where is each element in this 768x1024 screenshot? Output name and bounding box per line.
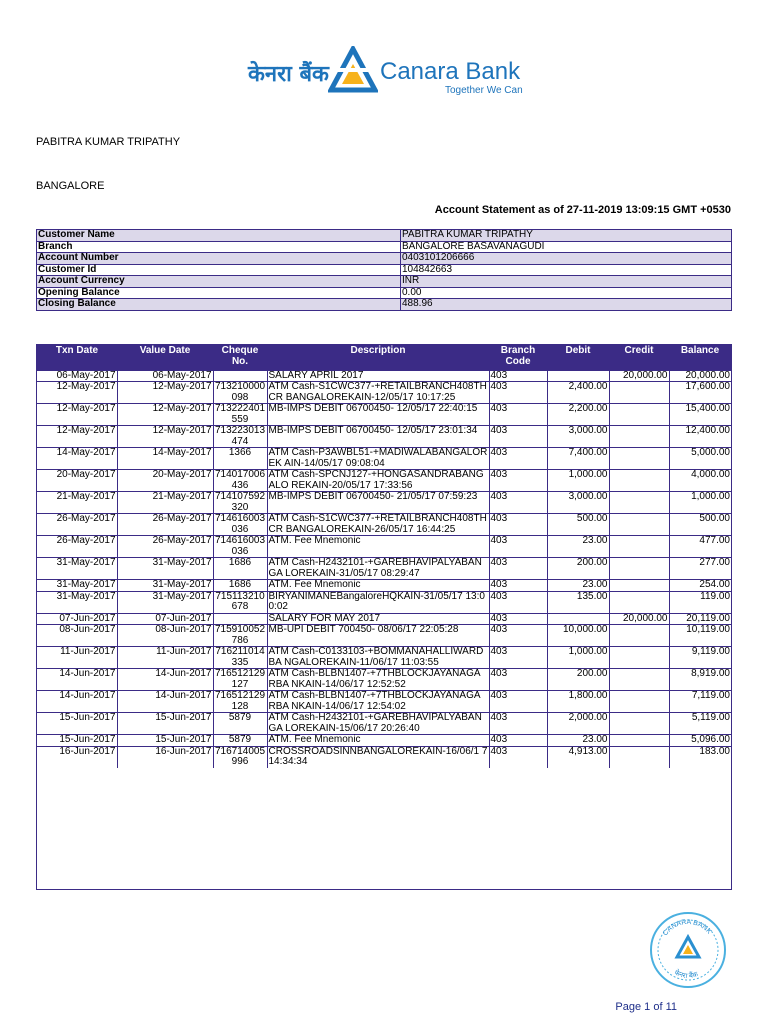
credit-cell: [609, 591, 669, 613]
table-row: [37, 470, 731, 492]
debit-cell: 3,000.00: [547, 426, 609, 448]
description-cell: MB-UPI DEBIT 700450- 08/06/17 22:05:28: [267, 625, 489, 647]
cheque-cell: 713210000 098: [214, 381, 266, 403]
account-info-label: Customer Id: [37, 264, 401, 276]
table-row: [37, 448, 731, 470]
account-info-row: [37, 276, 732, 288]
credit-cell: [609, 536, 669, 558]
credit-cell: [609, 470, 669, 492]
debit-cell: 1,000.00: [547, 647, 609, 669]
branch-code-cell: 403: [489, 746, 547, 768]
cheque-cell: 716714005 996: [214, 745, 266, 767]
cheque-cell: 715910052 786: [214, 624, 266, 646]
cheque-cell: 714017006 436: [214, 469, 266, 491]
cheque-cell: 714616003 036: [214, 513, 266, 535]
txn-date-cell: 26-May-2017: [37, 536, 117, 558]
balance-cell: 10,119.00: [669, 625, 731, 647]
credit-cell: [609, 746, 669, 768]
branch-code-cell: 403: [489, 404, 547, 426]
cheque-cell: 716512129 127: [214, 668, 266, 690]
account-info-label: Opening Balance: [37, 287, 401, 299]
table-row: [37, 492, 731, 514]
svg-text:केनरा बैंक: [673, 967, 700, 980]
canara-triangle-icon: [328, 46, 378, 94]
balance-cell: 9,119.00: [669, 647, 731, 669]
description-cell: ATM Cash-H2432101-+GAREBHAVIPALYABANGA LOREKAIN-15/06/17 20:26:40: [267, 713, 489, 735]
balance-cell: 20,000.00: [669, 370, 731, 382]
branch-code-cell: 403: [489, 647, 547, 669]
account-info-table: [36, 229, 732, 311]
table-row: [37, 691, 731, 713]
description-cell: ATM Cash-S1CWC377-+RETAILBRANCH408THCR BANGALOREKAIN-12/05/17 10:17:25: [267, 382, 489, 404]
account-info-value: INR: [401, 276, 732, 288]
account-info-row: [37, 264, 732, 276]
description-cell: ATM Cash-BLBN1407-+7THBLOCKJAYANAGARBA NKAIN-14/06/17 12:52:52: [267, 669, 489, 691]
debit-cell: [547, 613, 609, 625]
transactions-table: [37, 344, 731, 768]
branch-code-cell: 403: [489, 580, 547, 592]
txn-date-cell: 12-May-2017: [37, 404, 117, 426]
cheque-cell: [213, 613, 267, 625]
cheque-cell: 716512129 128: [214, 690, 266, 712]
description-cell: ATM Cash-S1CWC377-+RETAILBRANCH408THCR BANGALOREKAIN-26/05/17 16:44:25: [267, 514, 489, 536]
balance-cell: 17,600.00: [669, 382, 731, 404]
account-info-row: [37, 241, 732, 253]
value-date-cell: 26-May-2017: [117, 536, 213, 558]
cheque-cell: 1686: [213, 580, 267, 592]
cheque-cell: [213, 370, 267, 382]
debit-cell: 10,000.00: [547, 625, 609, 647]
branch-code-cell: 403: [489, 613, 547, 625]
table-row: [37, 669, 731, 691]
balance-cell: 8,919.00: [669, 669, 731, 691]
cheque-cell: 714107592 320: [214, 491, 266, 513]
account-info-value: 488.96: [401, 299, 732, 311]
credit-cell: [609, 735, 669, 747]
bank-tagline: Together We Can: [445, 85, 523, 96]
column-header: Credit: [609, 344, 669, 370]
description-cell: MB-IMPS DEBIT 06700450- 12/05/17 22:40:15: [267, 404, 489, 426]
table-row: [37, 514, 731, 536]
transactions-header-row: [37, 344, 731, 370]
branch-code-cell: 403: [489, 691, 547, 713]
value-date-cell: 12-May-2017: [117, 404, 213, 426]
credit-cell: [609, 647, 669, 669]
debit-cell: 23.00: [547, 536, 609, 558]
debit-cell: 2,400.00: [547, 382, 609, 404]
debit-cell: 4,913.00: [547, 746, 609, 768]
credit-cell: [609, 691, 669, 713]
description-cell: BIRYANIMANEBangaloreHQKAIN-31/05/17 13:00:02: [267, 591, 489, 613]
txn-date-cell: 08-Jun-2017: [37, 625, 117, 647]
description-cell: MB-IMPS DEBIT 06700450- 12/05/17 23:01:34: [267, 426, 489, 448]
account-info-row: [37, 230, 732, 242]
value-date-cell: 07-Jun-2017: [117, 613, 213, 625]
balance-cell: 5,000.00: [669, 448, 731, 470]
txn-date-cell: 26-May-2017: [37, 514, 117, 536]
table-row: [37, 613, 731, 625]
column-header: Branch Code: [489, 344, 547, 370]
account-info-value: PABITRA KUMAR TRIPATHY: [401, 230, 732, 242]
txn-date-cell: 12-May-2017: [37, 382, 117, 404]
description-cell: ATM Cash-C0133103-+BOMMANAHALLIWARDBA NGALOREKAIN-11/06/17 11:03:55: [267, 647, 489, 669]
account-info-label: Account Currency: [37, 276, 401, 288]
table-row: [37, 735, 731, 747]
debit-cell: 23.00: [547, 580, 609, 592]
description-cell: ATM Cash-SPCNJ127-+HONGASANDRABANGALO REKAIN-20/05/17 17:33:56: [267, 470, 489, 492]
value-date-cell: 31-May-2017: [117, 580, 213, 592]
description-cell: MB-IMPS DEBIT 06700450- 21/05/17 07:59:23: [267, 492, 489, 514]
credit-cell: [609, 713, 669, 735]
value-date-cell: 31-May-2017: [117, 558, 213, 580]
canara-bank-logo: [244, 40, 544, 100]
description-cell: ATM. Fee Mnemonic: [267, 580, 489, 592]
balance-cell: 7,119.00: [669, 691, 731, 713]
customer-name-line: PABITRA KUMAR TRIPATHY: [36, 136, 181, 148]
value-date-cell: 14-Jun-2017: [117, 669, 213, 691]
balance-cell: 5,096.00: [669, 735, 731, 747]
value-date-cell: 16-Jun-2017: [117, 746, 213, 768]
bank-hindi-name: केनरा बैंक: [248, 62, 329, 87]
debit-cell: 2,000.00: [547, 713, 609, 735]
balance-cell: 12,400.00: [669, 426, 731, 448]
credit-cell: 20,000.00: [609, 370, 669, 382]
description-cell: SALARY FOR MAY 2017: [267, 613, 489, 625]
value-date-cell: 14-May-2017: [117, 448, 213, 470]
branch-code-cell: 403: [489, 591, 547, 613]
table-row: [37, 536, 731, 558]
balance-cell: 254.00: [669, 580, 731, 592]
svg-text:CANARA BANK: [662, 919, 713, 937]
value-date-cell: 12-May-2017: [117, 426, 213, 448]
description-cell: ATM Cash-H2432101-+GAREBHAVIPALYABANGA LOREKAIN-31/05/17 08:29:47: [267, 558, 489, 580]
debit-cell: 1,000.00: [547, 470, 609, 492]
page-number: Page 1 of 11: [615, 1001, 677, 1013]
txn-date-cell: 14-Jun-2017: [37, 669, 117, 691]
branch-code-cell: 403: [489, 382, 547, 404]
table-row: [37, 746, 731, 768]
value-date-cell: 12-May-2017: [117, 382, 213, 404]
account-info-label: Account Number: [37, 253, 401, 265]
balance-cell: 183.00: [669, 746, 731, 768]
balance-cell: 277.00: [669, 558, 731, 580]
stamp-text-bottom: केनरा बैंक: [672, 968, 699, 981]
txn-date-cell: 31-May-2017: [37, 591, 117, 613]
txn-date-cell: 11-Jun-2017: [37, 647, 117, 669]
branch-code-cell: 403: [489, 669, 547, 691]
bank-name: Canara Bank: [380, 58, 521, 85]
table-row: [37, 647, 731, 669]
table-row: [37, 591, 731, 613]
value-date-cell: 26-May-2017: [117, 514, 213, 536]
debit-cell: 23.00: [547, 735, 609, 747]
bank-seal-stamp: [648, 910, 728, 990]
column-header: Cheque No.: [213, 344, 267, 370]
branch-code-cell: 403: [489, 470, 547, 492]
txn-date-cell: 06-May-2017: [37, 370, 117, 382]
value-date-cell: 31-May-2017: [117, 591, 213, 613]
description-cell: ATM Cash-BLBN1407-+7THBLOCKJAYANAGARBA NKAIN-14/06/17 12:54:02: [267, 691, 489, 713]
debit-cell: 200.00: [547, 669, 609, 691]
transactions-panel: [36, 344, 732, 890]
credit-cell: [609, 514, 669, 536]
cheque-cell: 1686: [213, 558, 267, 580]
credit-cell: [609, 404, 669, 426]
account-info-label: Closing Balance: [37, 299, 401, 311]
cheque-cell: 714616003 036: [214, 535, 266, 557]
value-date-cell: 14-Jun-2017: [117, 691, 213, 713]
value-date-cell: 06-May-2017: [117, 370, 213, 382]
value-date-cell: 15-Jun-2017: [117, 713, 213, 735]
txn-date-cell: 31-May-2017: [37, 558, 117, 580]
cheque-cell: 716211014 335: [213, 647, 267, 669]
credit-cell: [609, 669, 669, 691]
debit-cell: 500.00: [547, 514, 609, 536]
branch-code-cell: 403: [489, 426, 547, 448]
cheque-cell: 713223013 474: [214, 425, 266, 447]
credit-cell: [609, 426, 669, 448]
credit-cell: [609, 448, 669, 470]
balance-cell: 477.00: [669, 536, 731, 558]
description-cell: ATM Cash-P3AWBL51-+MADIWALABANGALOREK AIN-14/05/17 09:08:04: [268, 447, 488, 469]
account-info-value: BANGALORE BASAVANAGUDI: [401, 241, 732, 253]
balance-cell: 15,400.00: [669, 404, 731, 426]
branch-code-cell: 403: [489, 625, 547, 647]
branch-code-cell: 403: [489, 735, 547, 747]
debit-cell: 200.00: [547, 558, 609, 580]
account-info-value: 0403101206666: [401, 253, 732, 265]
value-date-cell: 20-May-2017: [117, 470, 213, 492]
account-info-value: 0.00: [401, 287, 732, 299]
credit-cell: [609, 580, 669, 592]
column-header: Balance: [669, 344, 731, 370]
branch-code-cell: 403: [489, 536, 547, 558]
debit-cell: 1,800.00: [547, 691, 609, 713]
cheque-cell: 5879: [213, 735, 267, 747]
credit-cell: [609, 382, 669, 404]
credit-cell: [609, 492, 669, 514]
branch-code-cell: 403: [489, 370, 547, 382]
txn-date-cell: 15-Jun-2017: [37, 735, 117, 747]
table-row: [37, 558, 731, 580]
account-info-value: 104842663: [401, 264, 732, 276]
account-info-label: Branch: [37, 241, 401, 253]
description-cell: ATM. Fee Mnemonic: [267, 536, 489, 558]
description-cell: CROSSROADSINNBANGALOREKAIN-16/06/1 7 14:34:34: [268, 745, 488, 767]
table-row: [37, 426, 731, 448]
balance-cell: 1,000.00: [669, 492, 731, 514]
credit-cell: [609, 558, 669, 580]
column-header: Debit: [547, 344, 609, 370]
value-date-cell: 11-Jun-2017: [117, 647, 213, 669]
branch-code-cell: 403: [489, 713, 547, 735]
column-header: Value Date: [117, 344, 213, 370]
txn-date-cell: 16-Jun-2017: [37, 746, 117, 768]
account-info-row: [37, 299, 732, 311]
debit-cell: 2,200.00: [547, 404, 609, 426]
debit-cell: 135.00: [547, 591, 609, 613]
column-header: Txn Date: [37, 344, 117, 370]
branch-code-cell: 403: [489, 492, 547, 514]
cheque-cell: 5879: [213, 713, 267, 735]
value-date-cell: 08-Jun-2017: [117, 625, 213, 647]
txn-date-cell: 31-May-2017: [37, 580, 117, 592]
balance-cell: 5,119.00: [669, 713, 731, 735]
txn-date-cell: 21-May-2017: [37, 492, 117, 514]
txn-date-cell: 07-Jun-2017: [37, 613, 117, 625]
description-cell: SALARY APRIL 2017: [267, 370, 489, 382]
balance-cell: 20,119.00: [669, 613, 731, 625]
branch-code-cell: 403: [489, 558, 547, 580]
credit-cell: [609, 625, 669, 647]
value-date-cell: 21-May-2017: [117, 492, 213, 514]
table-row: [37, 625, 731, 647]
column-header: Description: [267, 344, 489, 370]
table-row: [37, 370, 731, 382]
account-info-row: [37, 287, 732, 299]
txn-date-cell: 15-Jun-2017: [37, 713, 117, 735]
txn-date-cell: 14-May-2017: [37, 448, 117, 470]
stamp-text-top: CANARA BANK: [661, 918, 713, 938]
table-row: [37, 382, 731, 404]
txn-date-cell: 12-May-2017: [37, 426, 117, 448]
debit-cell: 3,000.00: [547, 492, 609, 514]
balance-cell: 119.00: [669, 591, 731, 613]
cheque-cell: 1366: [213, 448, 267, 470]
table-row: [37, 713, 731, 735]
statement-title: Account Statement as of 27-11-2019 13:09:15 GMT +0530: [434, 204, 731, 216]
balance-cell: 500.00: [669, 514, 731, 536]
account-info-label: Customer Name: [37, 230, 401, 242]
balance-cell: 4,000.00: [669, 470, 731, 492]
branch-code-cell: 403: [489, 514, 547, 536]
credit-cell: 20,000.00: [609, 613, 669, 625]
value-date-cell: 15-Jun-2017: [117, 735, 213, 747]
branch-code-cell: 403: [489, 448, 547, 470]
customer-city-line: BANGALORE: [36, 180, 105, 192]
debit-cell: 7,400.00: [547, 448, 609, 470]
table-row: [37, 404, 731, 426]
cheque-cell: 715113210 678: [213, 591, 267, 613]
txn-date-cell: 20-May-2017: [37, 470, 117, 492]
cheque-cell: 713222401 559: [214, 403, 266, 425]
account-info-row: [37, 253, 732, 265]
debit-cell: [547, 370, 609, 382]
table-row: [37, 580, 731, 592]
description-cell: ATM. Fee Mnemonic: [267, 735, 489, 747]
txn-date-cell: 14-Jun-2017: [37, 691, 117, 713]
